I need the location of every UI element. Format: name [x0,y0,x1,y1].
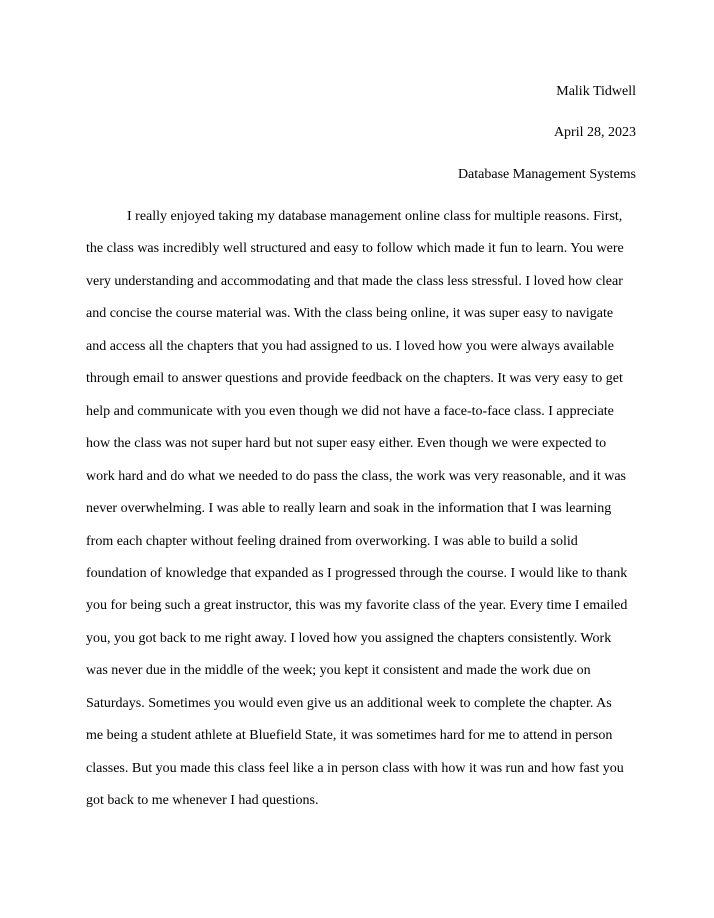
body-line: very understanding and accommodating and that made the class less stressful. I loved how clear [86,273,623,289]
body-line: and concise the course material was. With the class being online, it was super easy to navigate [86,306,614,322]
body-line: through email to answer questions and provide feedback on the chapters. It was very easy to get [86,371,623,387]
body-line: you, you got back to me right away. I loved how you assigned the chapters consistently. Work [86,630,612,646]
author-name: Malik Tidwell [556,84,636,99]
body-line: and access all the chapters that you had assigned to us. I loved how you were always available [86,338,614,354]
body-line: how the class was not super hard but not super easy either. Even though we were expected to [86,436,607,452]
body-line: work hard and do what we needed to do pass the class, the work was very reasonable, and it was [86,468,627,484]
body-line: never overwhelming. I was able to really learn and soak in the information that I was learning [86,501,612,517]
body-line: the class was incredibly well structured and easy to follow which made it fun to learn. You were [86,241,624,257]
body-line: me being a student athlete at Bluefield State, it was sometimes hard for me to attend in person [86,728,613,744]
body-line: foundation of knowledge that expanded as I progressed through the course. I would like to thank [86,566,628,581]
body-line: got back to me whenever I had questions. [86,793,319,809]
body-line: classes. But you made this class feel like a in person class with how it was run and how fast you [86,760,624,776]
body-line: was never due in the middle of the week; you kept it consistent and made the work due on [86,663,591,679]
course-name: Database Management Systems [457,167,636,182]
body-line: I really enjoyed taking my database management online class for multiple reasons. First, [127,209,623,224]
body-line: you for being such a great instructor, this was my favorite class of the year. Every time I emailed [86,598,628,614]
body-line: Saturdays. Sometimes you would even give us an additional week to complete the chapter. As [86,695,612,711]
body-line: from each chapter without feeling drained from overworking. I was able to build a solid [86,533,578,549]
body-line: help and communicate with you even though we did not have a face-to-face class. I appreciate [86,403,614,419]
document-date: April 28, 2023 [553,125,636,140]
